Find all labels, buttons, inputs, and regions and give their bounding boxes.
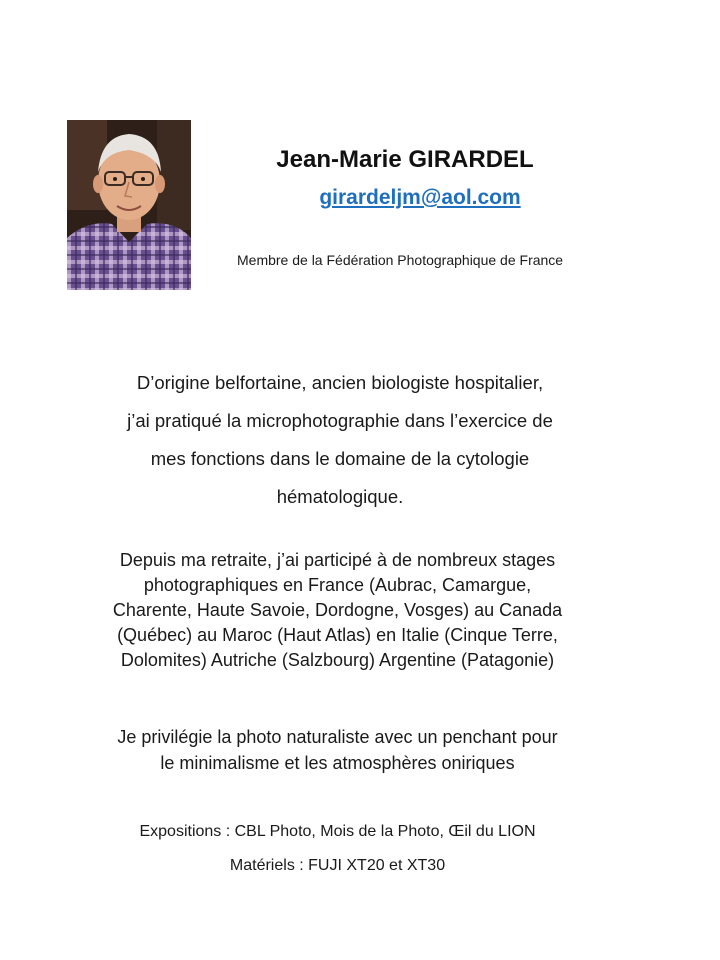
- text-line: le minimalisme et les atmosphères oniriques: [160, 753, 515, 773]
- membership-text: Membre de la Fédération Photographique de France: [237, 252, 564, 268]
- text-line: j’ai pratiqué la microphotographie dans l’exercice de: [127, 410, 553, 431]
- portrait-illustration: [67, 120, 191, 290]
- bio-paragraph-origin: [60, 364, 620, 516]
- bio-paragraph-style: [45, 724, 630, 776]
- materiels-text: Matériels : FUJI XT20 et XT30: [229, 857, 446, 874]
- bio-paragraph-travels: [45, 548, 630, 673]
- text-line: photographiques en France (Aubrac, Camargue,: [143, 575, 532, 595]
- text-line: Je privilégie la photo naturaliste avec un penchant pour: [117, 727, 558, 747]
- portrait-photo: [67, 120, 191, 290]
- email-link[interactable]: girardeljm@aol.com: [319, 186, 521, 209]
- expositions-text: Expositions : CBL Photo, Mois de la Photo, Œil du LION: [139, 823, 536, 840]
- text-line: D’origine belfortaine, ancien biologiste hospitalier,: [136, 372, 544, 393]
- text-line: hématologique.: [276, 486, 404, 507]
- text-line: Depuis ma retraite, j’ai participé à de nombreux stages: [119, 550, 556, 570]
- text-line: Charente, Haute Savoie, Dordogne, Vosges) au Canada: [112, 600, 563, 620]
- text-line: (Québec) au Maroc (Haut Atlas) en Italie (Cinque Terre,: [117, 625, 558, 645]
- text-line: Dolomites) Autriche (Salzbourg) Argentine (Patagonie): [120, 650, 555, 670]
- person-name: Jean-Marie GIRARDEL: [276, 146, 534, 173]
- text-line: mes fonctions dans le domaine de la cytologie: [150, 448, 530, 469]
